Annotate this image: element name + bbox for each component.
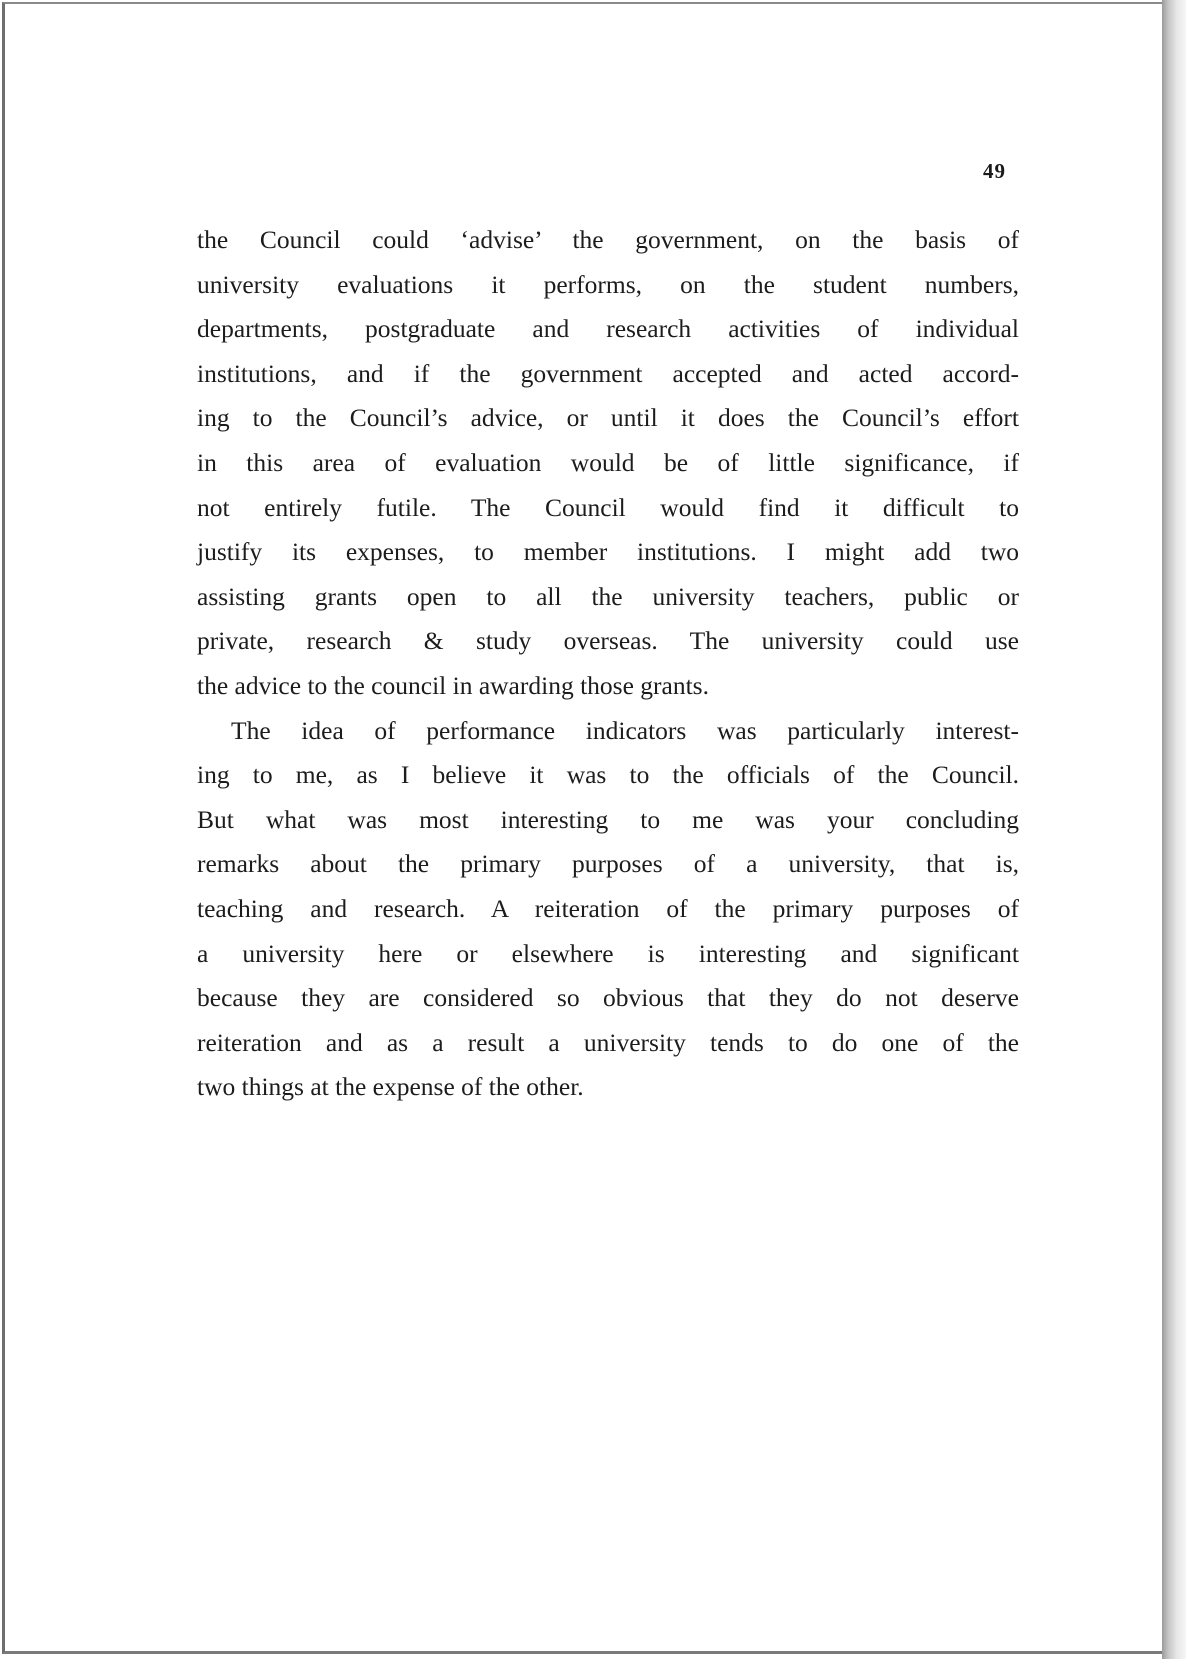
text-line: institutions, and if the government accepted and acted accord- <box>197 358 1019 388</box>
page-number: 49 <box>983 159 1006 183</box>
document-page <box>2 2 1164 1654</box>
paragraph-1 <box>197 218 1019 709</box>
text-line: departments, postgraduate and research activities of individual <box>197 314 1019 344</box>
text-line: not entirely futile. The Council would find it difficult to <box>197 492 1019 522</box>
text-line: assisting grants open to all the university teachers, public or <box>197 581 1019 611</box>
text-line: two things at the expense of the other. <box>197 1072 584 1102</box>
text-line: private, research & study overseas. The university could use <box>197 626 1019 656</box>
text-line: the Council could ‘advise’ the government, on the basis of <box>197 225 1019 254</box>
text-line: justify its expenses, to member institutions. I might add two <box>197 537 1019 567</box>
text-line: teaching and research. A reiteration of the primary purposes of <box>197 893 1019 923</box>
body-text <box>197 218 1019 1110</box>
page-edge-shadow <box>1162 0 1186 1659</box>
text-line: But what was most interesting to me was your concluding <box>197 804 1019 834</box>
text-line: remarks about the primary purposes of a university, that is, <box>197 849 1019 879</box>
text-line: university evaluations it performs, on the student numbers, <box>197 269 1019 299</box>
text-line: ing to the Council’s advice, or until it does the Council’s effort <box>197 403 1019 433</box>
text-line: The idea of performance indicators was particularly interest- <box>231 715 1019 745</box>
text-line: ing to me, as I believe it was to the officials of the Council. <box>197 760 1019 790</box>
text-line: reiteration and as a result a university tends to do one of the <box>197 1027 1019 1057</box>
text-line: the advice to the council in awarding those grants. <box>197 670 709 700</box>
text-line: because they are considered so obvious that they do not deserve <box>197 983 1019 1013</box>
text-line: in this area of evaluation would be of little significance, if <box>197 447 1019 477</box>
paragraph-2 <box>197 709 1019 1110</box>
text-line: a university here or elsewhere is interesting and significant <box>197 938 1019 968</box>
